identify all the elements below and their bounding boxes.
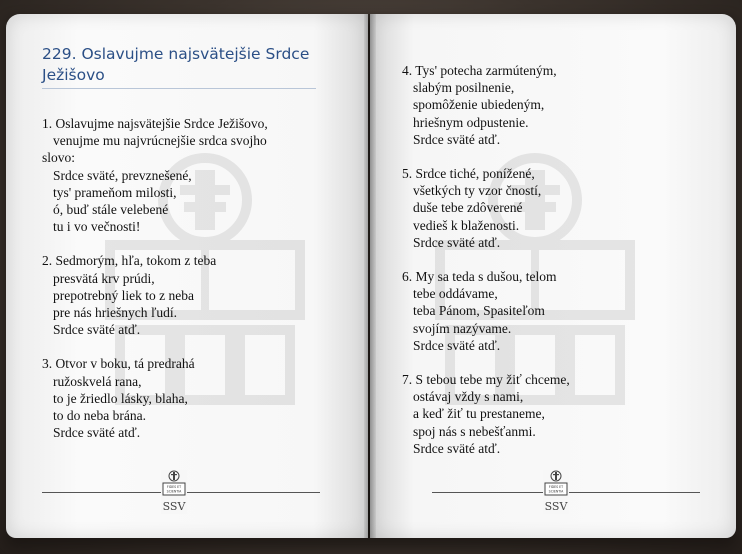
stanza-line: 2. Sedmorým, hľa, tokom z teba [42, 253, 217, 269]
stanza [402, 165, 702, 251]
stanza [42, 355, 342, 441]
stanza-line: Srdce sväté, prevznešené, [53, 167, 192, 183]
stanza-line: spoj nás s nebešťanmi. [413, 423, 536, 439]
stanza-line: 6. My sa teda s dušou, telom [402, 269, 557, 285]
stanza-line: duše tebe zdôverené [413, 200, 523, 216]
left-footer-logo [161, 470, 187, 514]
stanza-line: ostávaj vždy s nami, [413, 389, 524, 405]
logo-motto-line2: SCIENTIA [166, 489, 182, 494]
stanza [42, 115, 342, 235]
stanza-line: to do neba brána. [53, 408, 146, 424]
logo-motto-line1: FIDES ET [548, 485, 564, 489]
stanza-line: slovo: [42, 150, 76, 166]
stanza-line: tebe oddávame, [413, 286, 498, 302]
stanza-line: hriešnym odpustenie. [413, 114, 529, 130]
book-spine [364, 14, 376, 538]
stanza-line: to je žriedlo lásky, blaha, [53, 390, 188, 406]
right-column-text [402, 62, 702, 474]
logo-motto-line2: SCIENTIA [548, 489, 564, 494]
right-footer-logo [543, 470, 569, 514]
stanza-line: pre nás hriešnych ľudí. [53, 305, 177, 321]
hymn-title: 229. Oslavujme najsvätejšie Srdce Ježišovo [42, 45, 310, 84]
stanza [402, 371, 702, 457]
stanza-line: venujme mu najvrúcnejšie srdca svojho [53, 133, 267, 149]
stanza [402, 62, 702, 148]
stanza-line: teba Pánom, Spasiteľom [413, 303, 545, 319]
stanza-line: 5. Srdce tiché, ponížené, [402, 166, 535, 182]
stanza-line: 7. S tebou tebe my žiť chceme, [402, 372, 570, 388]
logo-letters: SSV [162, 500, 186, 513]
stanza-line: Srdce sväté atď. [413, 440, 501, 456]
stanza-line: a keď žiť tu prestaneme, [413, 406, 545, 422]
stanza-line: 4. Tys' potecha zarmúteným, [402, 63, 557, 78]
stanza-line: 3. Otvor v boku, tá predrahá [42, 356, 195, 372]
left-column-text [42, 115, 342, 458]
stanza-line: presvätá krv prúdi, [53, 270, 155, 286]
logo-motto-line1: FIDES ET [166, 485, 182, 489]
stanza-line: Srdce sväté atď. [53, 322, 141, 338]
stanza [402, 268, 702, 354]
stanza-line: Srdce sväté atď. [53, 425, 141, 441]
stanza-line: prepotrebný liek to z neba [53, 287, 194, 303]
stanza-line: ó, buď stále velebené [53, 202, 169, 218]
title-divider [42, 88, 316, 89]
stanza-line: svojím nazývame. [413, 320, 512, 336]
stanza-line: ružoskvelá rana, [53, 373, 142, 389]
stanza-line: vedieš k blaženosti. [413, 217, 520, 233]
stanza [42, 252, 342, 338]
stanza-line: spomôženie ubiedeným, [413, 97, 545, 113]
stanza-line: Srdce sväté atď. [413, 131, 501, 147]
stanza-line: Srdce sväté atď. [413, 337, 501, 353]
stanza-line: tu i vo večnosti! [53, 219, 141, 235]
stanza-line: slabým posilnenie, [413, 80, 515, 96]
stanza-line: tys' prameňom milosti, [53, 184, 177, 200]
stanza-line: 1. Oslavujme najsvätejšie Srdce Ježišovo, [42, 116, 268, 131]
logo-letters: SSV [544, 500, 568, 513]
stanza-line: všetkých ty vzor čností, [413, 183, 542, 199]
stanza-line: Srdce sväté atď. [413, 234, 501, 250]
